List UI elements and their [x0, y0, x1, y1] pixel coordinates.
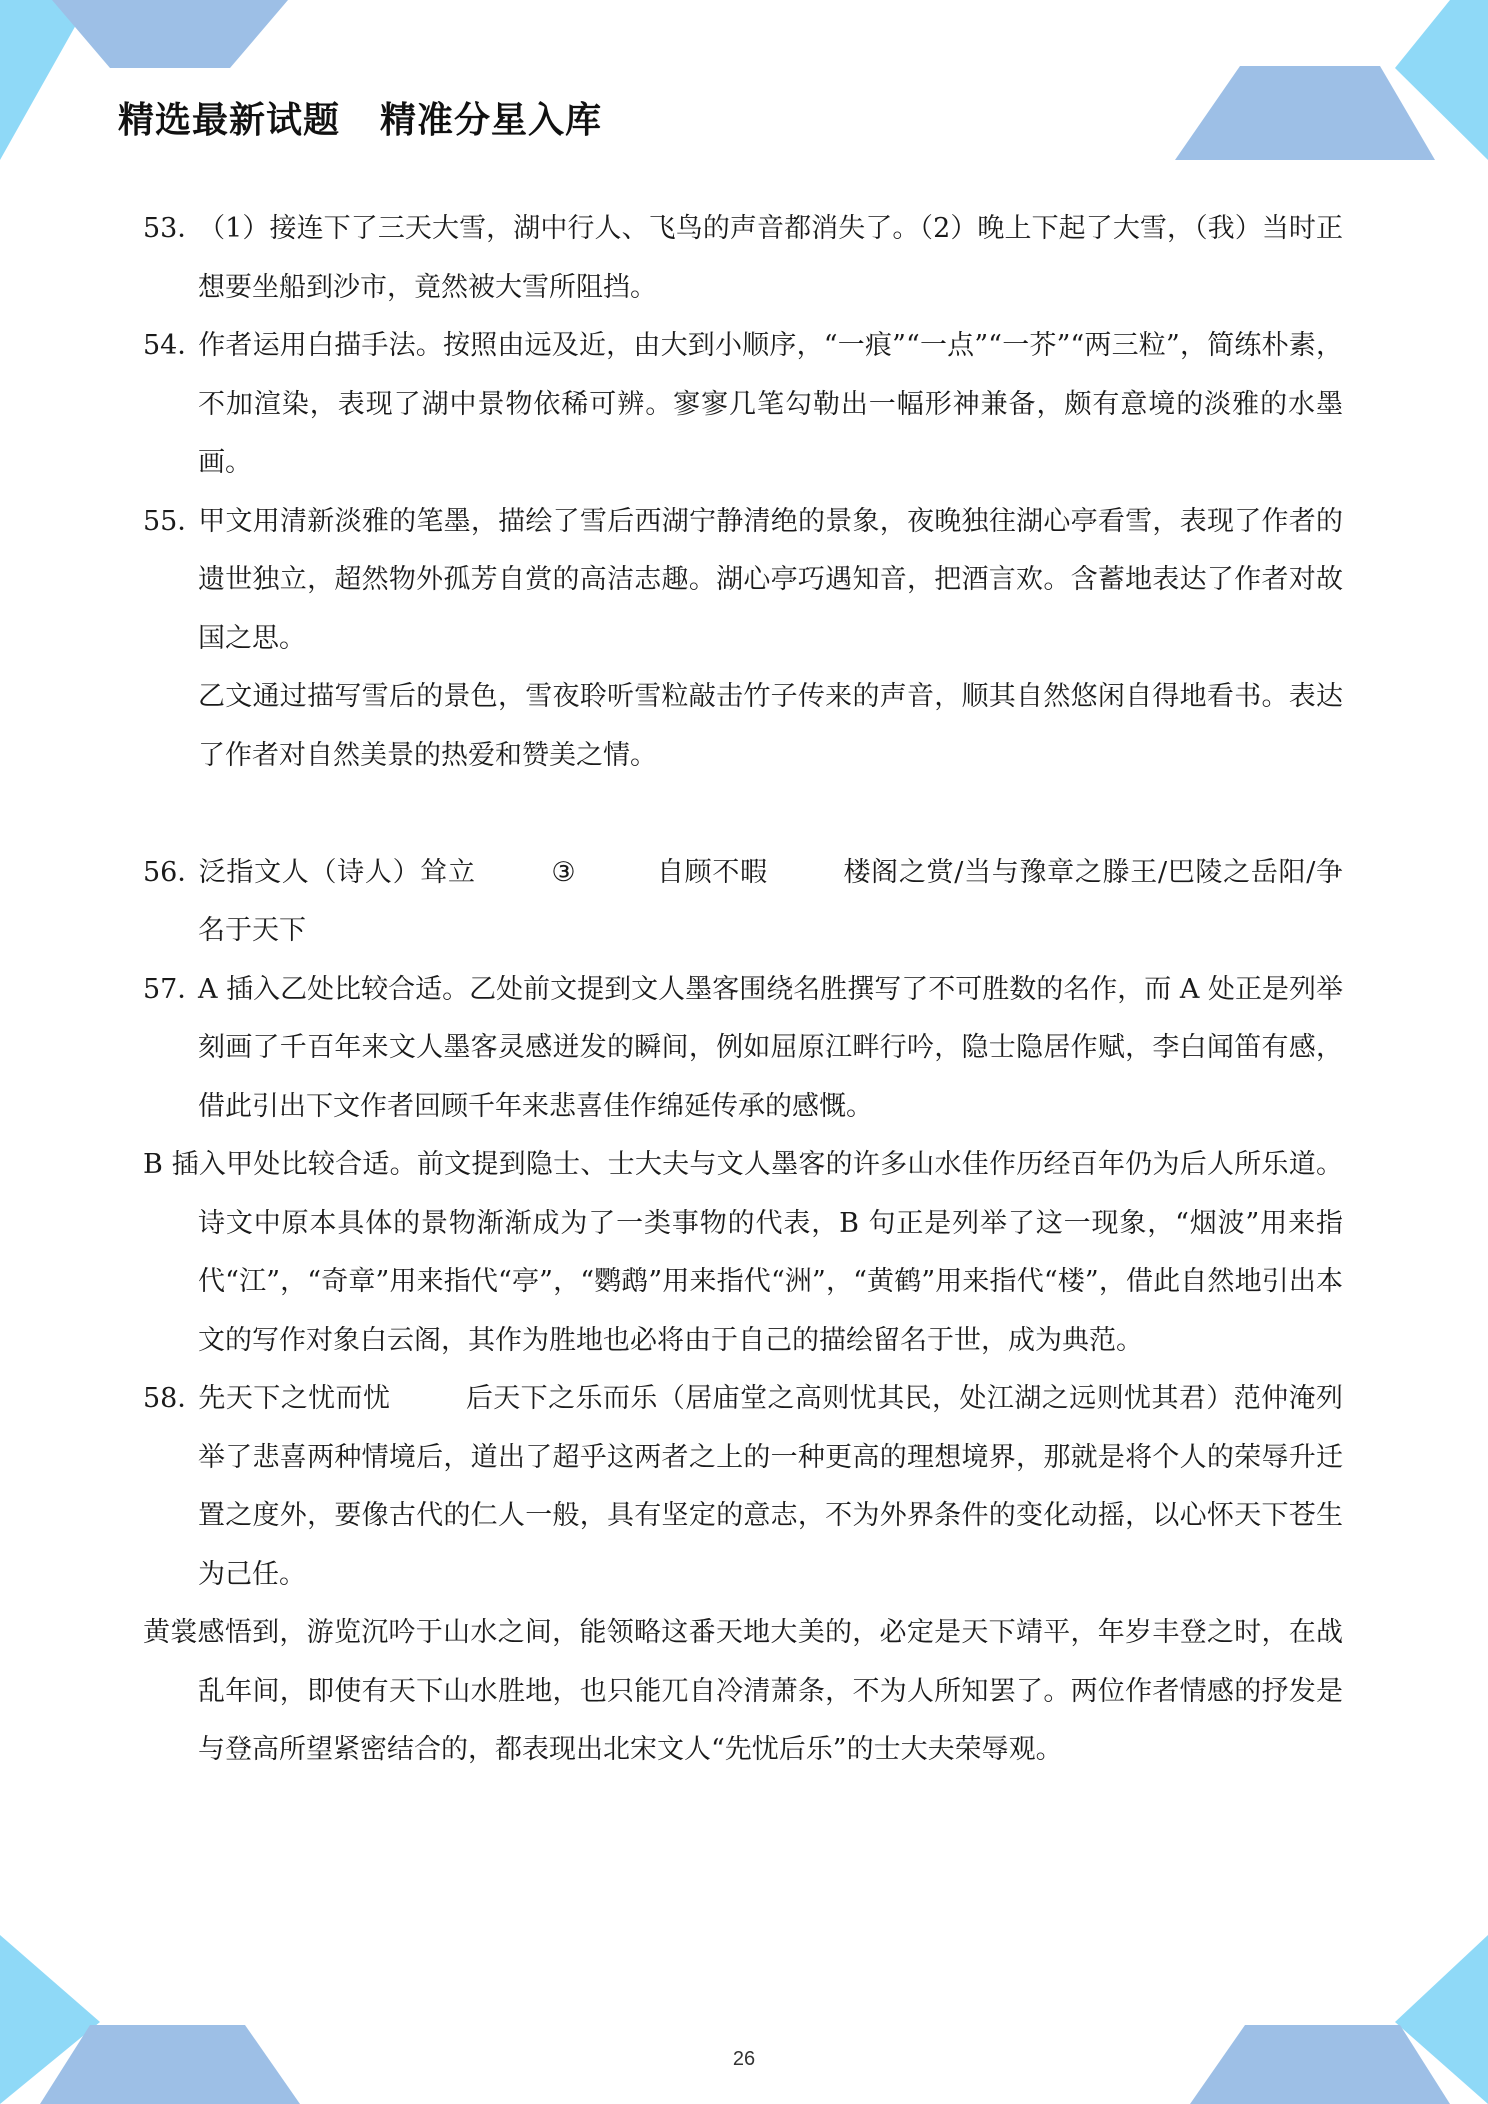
- answer-content: [143, 200, 1343, 1780]
- answer-53: [143, 200, 1343, 317]
- answer-part: 后天下之乐而乐（居庙堂之高则忧其民，处江湖之远则忧其君）范仲淹列举了悲喜两种情境后，道出了超乎这两者之上的一种更高的理想境界，那就是将个人的荣辱升迁置之度外，要像古代的仁人一般，具有坚定的意志，不为外界条件的变化动摇，以心怀天下苍生为己任。: [198, 1383, 1344, 1590]
- header-title-part2: 精准分星入库: [380, 100, 603, 141]
- answer-text: A 插入乙处比较合适。乙处前文提到文人墨客围绕名胜撰写了不可胜数的名作，而 A 处正是列举刻画了千百年来文人墨客灵感迸发的瞬间，例如屈原江畔行吟，隐士隐居作赋，李白闻笛有感，借此引出下文作者回顾千年来悲喜佳作绵延传承的感慨。: [198, 973, 1343, 1122]
- answer-number: 53．: [143, 213, 205, 244]
- answer-58: [143, 1370, 1343, 1604]
- answer-part: ③: [550, 856, 577, 888]
- answer-number: 57．: [143, 973, 205, 1005]
- answer-part: 楼阁之赏/当与豫章之滕王/巴陵之岳阳/争名于天下: [198, 856, 1344, 946]
- answer-55: [143, 493, 1343, 669]
- header-title: [118, 92, 602, 143]
- deco-trapezoid-top-right: [1175, 66, 1435, 160]
- deco-triangle-top-left: [0, 0, 90, 160]
- answer-part: 泛指文人（诗人）耸立: [198, 856, 476, 888]
- answer-text: （1）接连下了三天大雪，湖中行人、飞鸟的声音都消失了。（2）晚上下起了大雪，（我）当时正想要坐船到沙市，竟然被大雪所阻挡。: [198, 213, 1343, 303]
- deco-trapezoid-top-left: [52, 0, 288, 68]
- answer-part: 自顾不暇: [656, 856, 768, 888]
- deco-triangle-bottom-right: [1395, 1935, 1488, 2104]
- answer-text: 甲文用清新淡雅的笔墨，描绘了雪后西湖宁静清绝的景象，夜晚独往湖心亭看雪，表现了作者的遗世独立，超然物外孤芳自赏的高洁志趣。湖心亭巧遇知音，把酒言欢。含蓄地表达了作者对故国之思。: [198, 505, 1343, 654]
- deco-triangle-bottom-left: [0, 1935, 100, 2104]
- answer-56: [143, 844, 1343, 961]
- answer-57-b: [143, 1136, 1343, 1370]
- answer-number: 58．: [143, 1383, 205, 1414]
- answer-number: 55．: [143, 505, 205, 537]
- answer-text: 黄裳感悟到，游览沉吟于山水之间，能领略这番天地大美的，必定是天下靖平，年岁丰登之时，在战乱年间，即使有天下山水胜地，也只能兀自冷清萧条，不为人所知罢了。两位作者情感的抒发是与登高所望紧密结合的，都表现出北宋文人“先忧后乐”的士大夫荣辱观。: [143, 1617, 1343, 1765]
- answer-57: [143, 961, 1343, 1137]
- answer-text: B 插入甲处比较合适。前文提到隐士、士大夫与文人墨客的许多山水佳作历经百年仍为后人所乐道。诗文中原本具体的景物渐渐成为了一类事物的代表，B 句正是列举了这一现象，“烟波”用来指代“江”，“奇章”用来指代“亭”，“鹦鹉”用来指代“洲”，“黄鹤”用来指代“楼”，借此自然地引出本文的写作对象白云阁，其作为胜地也必将由于自己的描绘留名于世，成为典范。: [143, 1149, 1343, 1356]
- header-title-part1: 精选最新试题: [118, 100, 341, 141]
- answer-54: [143, 317, 1343, 493]
- answer-55-continued: [143, 668, 1343, 785]
- answer-text: 乙文通过描写雪后的景色，雪夜聆听雪粒敲击竹子传来的声音，顺其自然悠闲自得地看书。表达了作者对自然美景的热爱和赞美之情。: [198, 681, 1343, 771]
- answer-part: 先天下之忧而忧: [198, 1383, 391, 1414]
- answer-text: 作者运用白描手法。按照由远及近，由大到小顺序，“一痕”“一点”“一芥”“两三粒”，简练朴素，不加渲染，表现了湖中景物依稀可辨。寥寥几笔勾勒出一幅形神兼备，颇有意境的淡雅的水墨画。: [198, 330, 1343, 478]
- answer-number: 54．: [143, 330, 205, 361]
- answer-number: 56．: [143, 856, 205, 888]
- answer-58-continued: [143, 1604, 1343, 1780]
- deco-triangle-top-right: [1395, 0, 1488, 160]
- page-number: 26: [732, 2048, 756, 2070]
